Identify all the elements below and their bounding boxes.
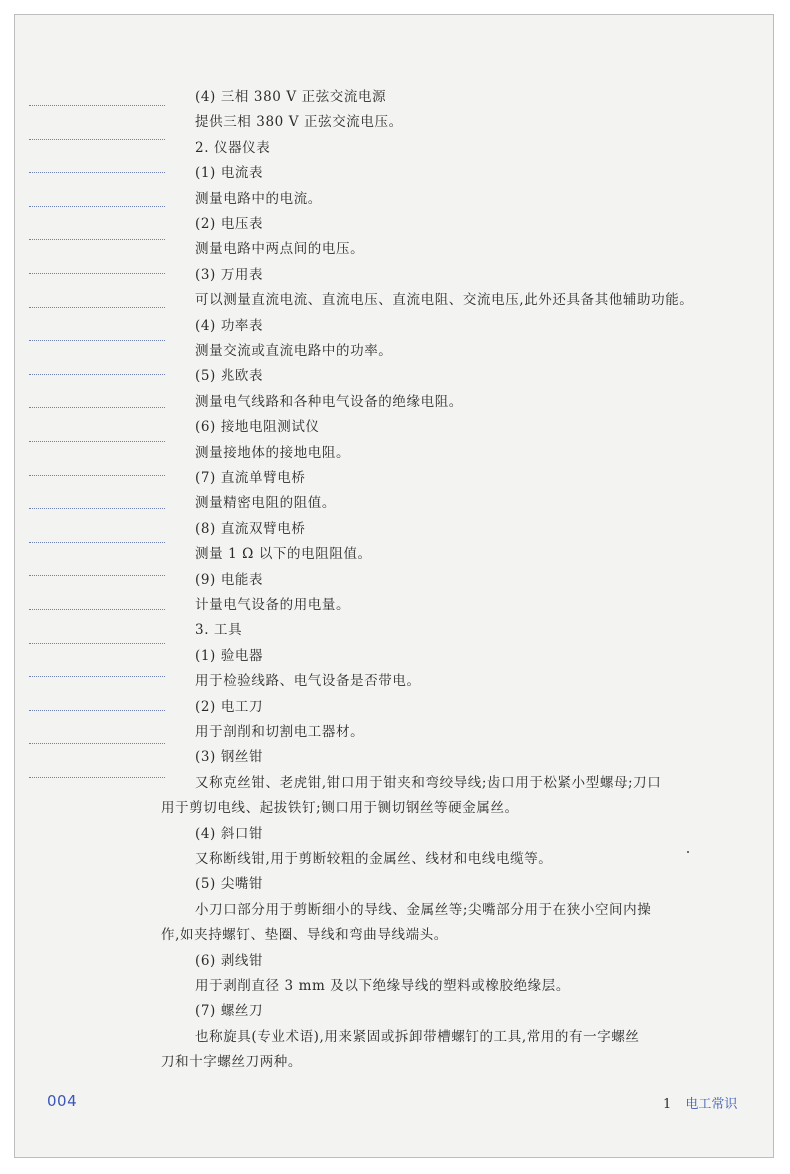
- text-line: (8) 直流双臂电桥: [195, 520, 306, 537]
- text-line: (5) 尖嘴钳: [195, 876, 264, 893]
- text-line: (5) 兆欧表: [195, 368, 264, 385]
- text-line: (9) 电能表: [195, 571, 264, 588]
- book-page: [14, 14, 774, 1158]
- text-line: 用于检验线路、电气设备是否带电。: [195, 673, 421, 690]
- text-line: (1) 验电器: [195, 647, 264, 664]
- text-line: 测量电气线路和各种电气设备的绝缘电阻。: [195, 393, 463, 410]
- text-line: 测量交流或直流电路中的功率。: [195, 343, 393, 359]
- print-speck: [687, 851, 689, 853]
- text-line: 用于剖削和切割电工器材。: [195, 724, 365, 740]
- text-line: (7) 螺丝刀: [195, 1003, 264, 1020]
- text-line: 小刀口部分用于剪断细小的导线、金属丝等;尖嘴部分用于在狭小空间内操: [195, 901, 652, 918]
- text-line: 也称旋具(专业术语),用来紧固或拆卸带槽螺钉的工具,常用的有一字螺丝: [195, 1028, 640, 1045]
- text-line: 计量电气设备的用电量。: [195, 597, 351, 613]
- text-line: (3) 钢丝钳: [195, 749, 264, 766]
- text-line: (4) 斜口钳: [195, 825, 264, 842]
- text-line: 可以测量直流电流、直流电压、直流电阻、交流电压,此外还具备其他辅助功能。: [195, 292, 694, 309]
- text-line: 刀和十字螺丝刀两种。: [161, 1054, 302, 1071]
- text-line: (3) 万用表: [195, 266, 264, 283]
- text-line: (2) 电压表: [195, 216, 264, 232]
- text-line: 测量 1 Ω 以下的电阻阻值。: [195, 546, 372, 563]
- text-line: (1) 电流表: [195, 165, 264, 182]
- text-line: 2. 仪器仪表: [195, 139, 271, 156]
- text-line: (4) 功率表: [195, 317, 264, 334]
- page-content: [15, 15, 775, 1159]
- text-line: 用于剪切电线、起拔铁钉;铡口用于铡切钢丝等硬金属丝。: [161, 800, 519, 817]
- text-line: 用于剥削直径 3 mm 及以下绝缘导线的塑料或橡胶绝缘层。: [195, 978, 570, 994]
- text-line: 又称克丝钳、老虎钳,钳口用于钳夹和弯绞导线;齿口用于松紧小型螺母;刀口: [195, 774, 662, 791]
- text-line: 又称断线钳,用于剪断较粗的金属丝、线材和电线电缆等。: [195, 851, 553, 867]
- text-line: (7) 直流单臂电桥: [195, 470, 306, 486]
- text-line: 测量精密电阻的阻值。: [195, 495, 336, 512]
- text-line: 作,如夹持螺钉、垫圈、导线和弯曲导线端头。: [161, 927, 448, 944]
- chapter-number: 1: [663, 1097, 672, 1112]
- text-line: 3. 工具: [195, 622, 243, 639]
- text-line: (2) 电工刀: [195, 698, 264, 715]
- text-line: (4) 三相 380 V 正弦交流电源: [195, 89, 387, 105]
- text-line: 测量电路中两点间的电压。: [195, 241, 365, 258]
- text-line: 测量电路中的电流。: [195, 190, 322, 207]
- running-head: [663, 1093, 737, 1112]
- text-line: (6) 剥线钳: [195, 952, 264, 969]
- text-line: 测量接地体的接地电阻。: [195, 444, 351, 461]
- text-line: (6) 接地电阻测试仪: [195, 419, 320, 436]
- page-number: 004: [47, 1092, 78, 1110]
- chapter-title: 电工常识: [685, 1097, 738, 1112]
- text-line: 提供三相 380 V 正弦交流电压。: [195, 114, 403, 131]
